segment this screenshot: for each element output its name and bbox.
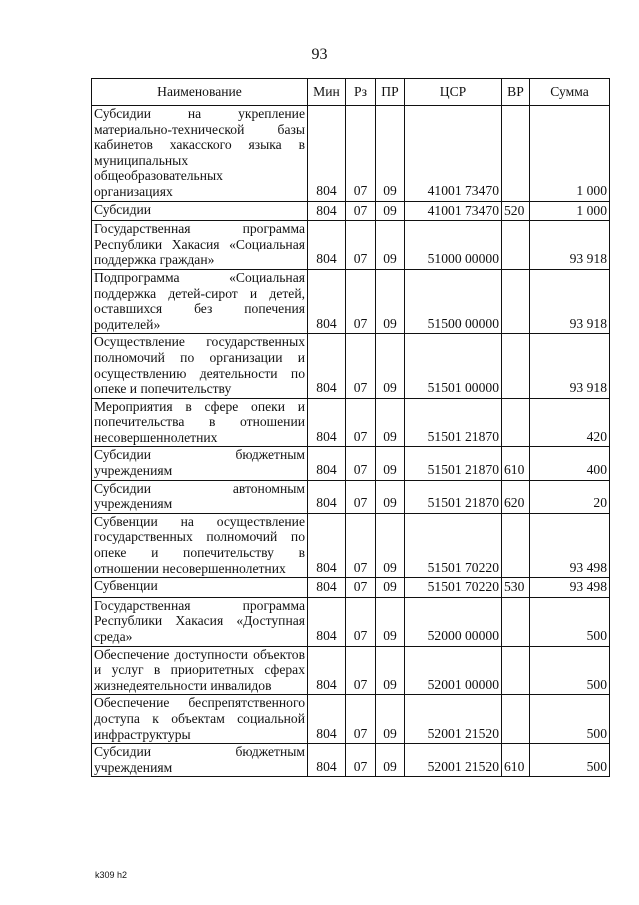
table-row [92,269,610,333]
cell-name: Субсидии [92,201,308,221]
cell-sum: 500 [530,695,610,744]
cell-name: Субсидии бюджетным учреждениям [92,744,308,777]
cell-min: 804 [308,513,346,577]
cell-csr: 51501 21870 [405,480,502,513]
cell-name: Субвенции [92,578,308,598]
cell-vr [502,695,530,744]
cell-vr: 610 [502,447,530,480]
header-min: Мин [308,79,346,106]
cell-sum: 1 000 [530,201,610,221]
header-name: Наименование [92,79,308,106]
cell-min: 804 [308,106,346,202]
cell-rz: 07 [346,106,376,202]
cell-vr [502,269,530,333]
cell-min: 804 [308,334,346,398]
cell-csr: 51501 70220 [405,513,502,577]
cell-name: Государственная программа Республики Хакасия «Социальная поддержка граждан» [92,221,308,270]
cell-min: 804 [308,744,346,777]
cell-vr [502,398,530,447]
cell-vr [502,221,530,270]
cell-pr: 09 [376,744,405,777]
cell-rz: 07 [346,221,376,270]
cell-name: Субсидии бюджетным учреждениям [92,447,308,480]
cell-pr: 09 [376,480,405,513]
table-row [92,597,610,646]
cell-sum: 500 [530,597,610,646]
page-number: 93 [311,46,328,63]
cell-name: Мероприятия в сфере опеки и попечительства в отношении несовершеннолетних [92,398,308,447]
cell-pr: 09 [376,597,405,646]
cell-min: 804 [308,398,346,447]
header-rz: Рз [346,79,376,106]
cell-name: Обеспечение доступности объектов и услуг в приоритетных сферах жизнедеятельности инвалидов [92,646,308,695]
cell-csr: 51501 21870 [405,398,502,447]
cell-pr: 09 [376,221,405,270]
cell-pr: 09 [376,447,405,480]
cell-min: 804 [308,695,346,744]
cell-csr: 51501 21870 [405,447,502,480]
cell-rz: 07 [346,201,376,221]
cell-min: 804 [308,269,346,333]
cell-pr: 09 [376,513,405,577]
header-pr: ПР [376,79,405,106]
cell-name: Субсидии автономным учреждениям [92,480,308,513]
cell-sum: 400 [530,447,610,480]
table-row [92,106,610,202]
cell-vr [502,106,530,202]
cell-vr: 530 [502,578,530,598]
cell-rz: 07 [346,513,376,577]
cell-sum: 500 [530,744,610,777]
cell-name: Подпрограмма «Социальная поддержка детей-сирот и детей, оставшихся без попечения родителей» [92,269,308,333]
cell-csr: 51000 00000 [405,221,502,270]
cell-sum: 20 [530,480,610,513]
cell-rz: 07 [346,744,376,777]
header-vr: ВР [502,79,530,106]
table-row [92,221,610,270]
cell-sum: 500 [530,646,610,695]
cell-sum: 93 918 [530,334,610,398]
cell-vr [502,597,530,646]
cell-rz: 07 [346,646,376,695]
table-row [92,201,610,221]
cell-rz: 07 [346,597,376,646]
table-row [92,398,610,447]
cell-pr: 09 [376,106,405,202]
cell-vr [502,513,530,577]
cell-min: 804 [308,578,346,598]
cell-name: Государственная программа Республики Хакасия «Доступная среда» [92,597,308,646]
table-row [92,513,610,577]
cell-name: Субсидии на укрепление материально-технической базы кабинетов хакасского языка в муниципальных общеобразовательных организациях [92,106,308,202]
cell-pr: 09 [376,334,405,398]
cell-min: 804 [308,447,346,480]
cell-pr: 09 [376,578,405,598]
cell-csr: 41001 73470 [405,106,502,202]
cell-min: 804 [308,221,346,270]
cell-csr: 52000 00000 [405,597,502,646]
cell-csr: 41001 73470 [405,201,502,221]
cell-sum: 93 498 [530,513,610,577]
cell-rz: 07 [346,578,376,598]
table-row [92,334,610,398]
cell-rz: 07 [346,269,376,333]
cell-sum: 93 498 [530,578,610,598]
cell-name: Обеспечение беспрепятственного доступа к объектам социальной инфраструктуры [92,695,308,744]
cell-pr: 09 [376,695,405,744]
cell-rz: 07 [346,695,376,744]
cell-vr [502,334,530,398]
cell-vr: 610 [502,744,530,777]
cell-min: 804 [308,646,346,695]
cell-rz: 07 [346,480,376,513]
cell-sum: 1 000 [530,106,610,202]
budget-table [91,78,610,777]
cell-csr: 52001 00000 [405,646,502,695]
cell-pr: 09 [376,201,405,221]
table-row [92,578,610,598]
cell-csr: 52001 21520 [405,744,502,777]
cell-pr: 09 [376,269,405,333]
cell-rz: 07 [346,334,376,398]
cell-min: 804 [308,480,346,513]
cell-csr: 51501 00000 [405,334,502,398]
cell-rz: 07 [346,398,376,447]
cell-name: Субвенции на осуществление государственных полномочий по опеке и попечительству в отношении несовершеннолетних [92,513,308,577]
cell-sum: 93 918 [530,269,610,333]
header-csr: ЦСР [405,79,502,106]
footer-code: k309 h2 [95,870,128,880]
header-sum: Сумма [530,79,610,106]
cell-min: 804 [308,597,346,646]
table-row [92,744,610,777]
cell-min: 804 [308,201,346,221]
cell-pr: 09 [376,646,405,695]
cell-csr: 52001 21520 [405,695,502,744]
table-row [92,480,610,513]
cell-csr: 51501 70220 [405,578,502,598]
cell-csr: 51500 00000 [405,269,502,333]
cell-vr [502,646,530,695]
cell-sum: 93 918 [530,221,610,270]
cell-vr: 620 [502,480,530,513]
cell-rz: 07 [346,447,376,480]
cell-vr: 520 [502,201,530,221]
table-row [92,695,610,744]
table-header-row [92,79,610,106]
cell-pr: 09 [376,398,405,447]
cell-sum: 420 [530,398,610,447]
table-row [92,646,610,695]
table-row [92,447,610,480]
cell-name: Осуществление государственных полномочий по организации и осуществлению деятельности по опеке и попечительству [92,334,308,398]
